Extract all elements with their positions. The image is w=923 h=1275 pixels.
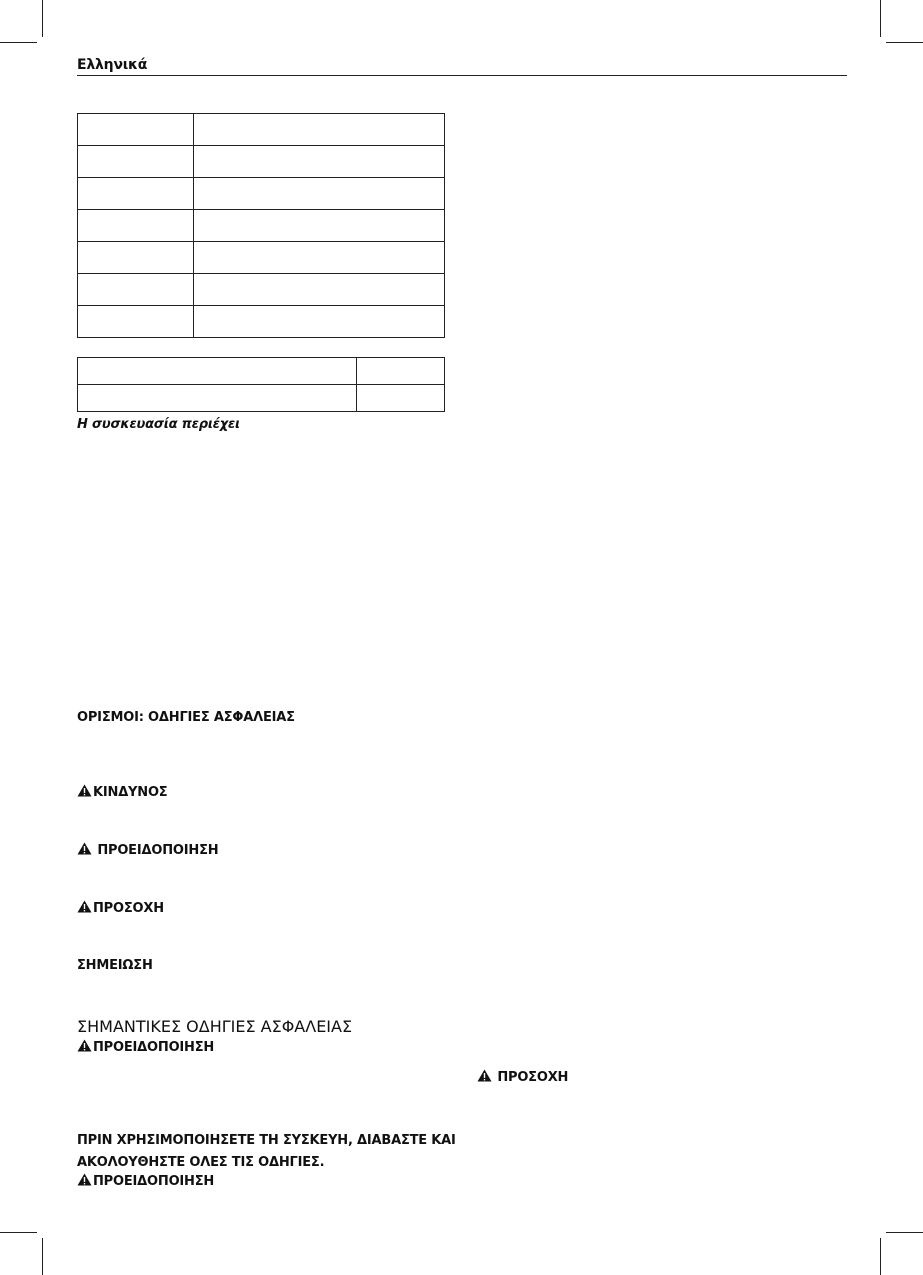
warning-triangle-icon: [77, 784, 92, 797]
table-cell: [78, 178, 194, 210]
important-safety-heading: ΣΗΜΑΝΤΙΚΕΣ ΟΔΗΓΙΕΣ ΑΣΦΑΛΕΙΑΣ: [77, 1017, 353, 1036]
warning-label: [77, 1039, 214, 1055]
table-cell: [78, 358, 357, 385]
crop-mark: [0, 42, 37, 43]
table-cell: [78, 385, 357, 412]
table-cell: [78, 242, 194, 274]
warning-text: ΠΡΟΕΙΔΟΠΟΙΗΣΗ: [97, 843, 219, 858]
definitions-heading: ΟΡΙΣΜΟΙ: ΟΔΗΓΙΕΣ ΑΣΦΑΛΕΙΑΣ: [77, 710, 295, 725]
table-row: [78, 274, 445, 306]
table-cell: [194, 146, 445, 178]
danger-label: [77, 784, 167, 800]
table-row: [78, 146, 445, 178]
read-all-line: ΑΚΟΛΟΥΘΗΣΤΕ ΟΛΕΣ ΤΙΣ ΟΔΗΓΙΕΣ.: [77, 1155, 325, 1170]
caution-label: [477, 1069, 568, 1085]
warning-triangle-icon: [477, 1069, 492, 1082]
table-row: [78, 358, 445, 385]
crop-mark: [886, 42, 923, 43]
caution-label: [77, 900, 164, 916]
read-all-instructions: [77, 1130, 457, 1174]
table-cell: [78, 146, 194, 178]
table-cell: [78, 306, 194, 338]
table-row: [78, 242, 445, 274]
warning-label: [77, 842, 218, 858]
table-cell: [357, 358, 445, 385]
caution-text: ΠΡΟΣΟΧΗ: [93, 901, 164, 916]
danger-text: ΚΙΝΔΥΝΟΣ: [93, 785, 168, 800]
warning-triangle-icon: [77, 900, 92, 913]
table-cell: [78, 274, 194, 306]
table-cell: [194, 178, 445, 210]
table-cell: [194, 306, 445, 338]
table-cell: [194, 114, 445, 146]
table-cell: [78, 210, 194, 242]
table-cell: [194, 274, 445, 306]
crop-mark: [42, 0, 43, 37]
warning-text: ΠΡΟΕΙΔΟΠΟΙΗΣΗ: [93, 1040, 215, 1055]
crop-mark: [0, 1232, 37, 1233]
warning-label: [77, 1173, 214, 1189]
spec-table: [77, 357, 445, 412]
caution-text: ΠΡΟΣΟΧΗ: [497, 1070, 569, 1085]
table-row: [78, 114, 445, 146]
language-label: Ελληνικά: [77, 57, 148, 73]
notice-label: ΣΗΜΕΙΩΣΗ: [77, 958, 153, 973]
table-cell: [357, 385, 445, 412]
warning-triangle-icon: [77, 842, 92, 855]
spec-table: [77, 113, 445, 338]
table-cell: [194, 242, 445, 274]
read-all-line: ΠΡΙΝ ΧΡΗΣΙΜΟΠΟΙΗΣΕΤΕ ΤΗ ΣΥΣΚΕΥΗ, ΔΙΑΒΑΣΤΕ ΚΑΙ: [77, 1133, 456, 1148]
table-row: [78, 178, 445, 210]
warning-triangle-icon: [77, 1173, 92, 1186]
table-cell: [194, 210, 445, 242]
crop-mark: [880, 1238, 881, 1275]
table-row: [78, 210, 445, 242]
crop-mark: [42, 1238, 43, 1275]
crop-mark: [880, 0, 881, 37]
table-row: [78, 385, 445, 412]
table-cell: [78, 114, 194, 146]
warning-text: ΠΡΟΕΙΔΟΠΟΙΗΣΗ: [93, 1174, 215, 1189]
header-rule: [77, 75, 847, 76]
package-contents-heading: Η συσκευασία περιέχει: [77, 417, 240, 432]
table-row: [78, 306, 445, 338]
warning-triangle-icon: [77, 1039, 92, 1052]
crop-mark: [886, 1232, 923, 1233]
